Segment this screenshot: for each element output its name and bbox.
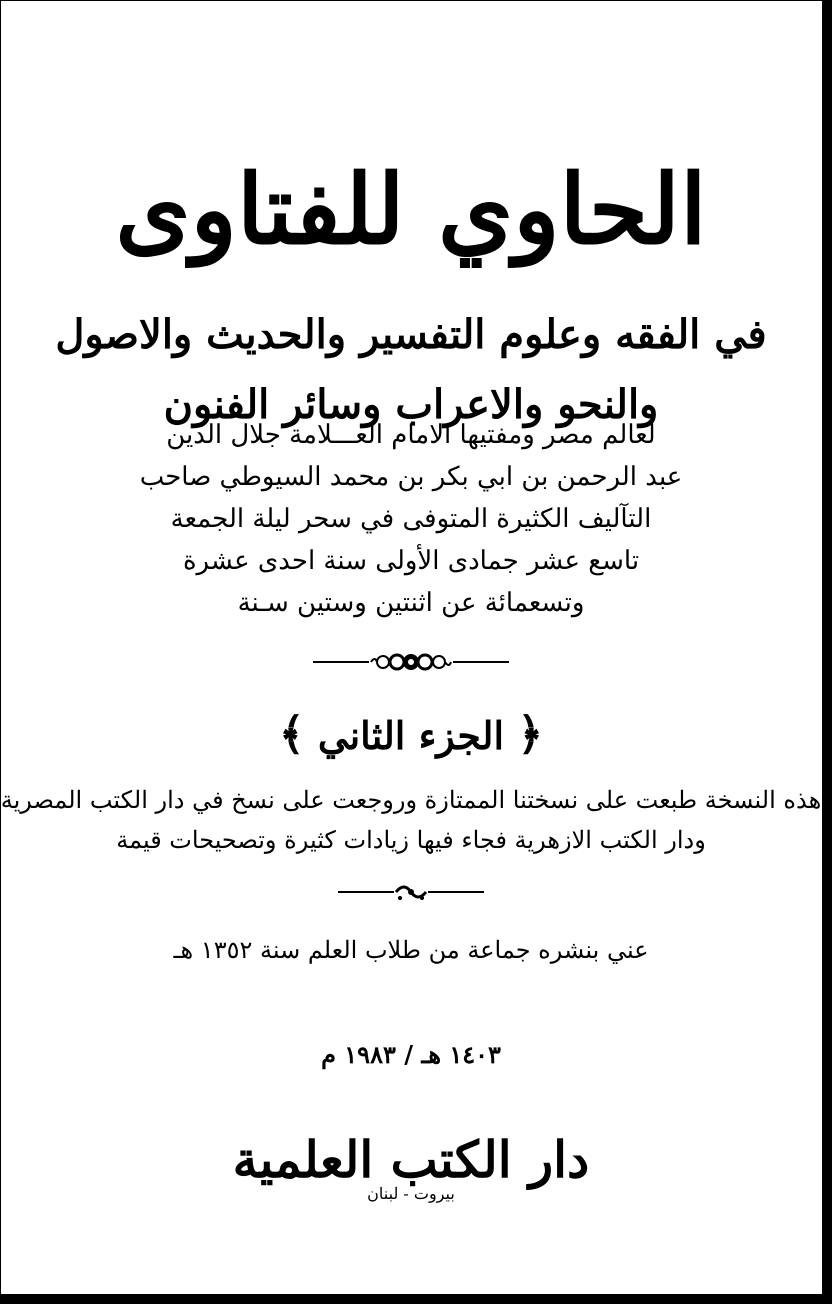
publisher-location: بيروت - لبنان: [367, 1184, 455, 1203]
publisher-name: دار الكتب العلمية: [232, 1130, 590, 1189]
book-subtitle: في الفقه وعلوم التفسير والحديث والاصول والنحو والاعراب وسائر الفنون: [55, 311, 767, 428]
author-line: التآليف الكثيرة المتوفى في سحر ليلة الجمعة: [170, 504, 652, 534]
edition-note-line: ودار الكتب الازهرية فجاء فيها زيادات كثيرة وتصحيحات قيمة: [116, 826, 706, 854]
edition-note-line: هذه النسخة طبعت على نسختنا الممتازة وروجعت على نسخ في دار الكتب المصرية: [0, 786, 822, 814]
ornament-divider: [0, 650, 822, 674]
author-line: تاسع عشر جمادى الأولى سنة احدى عشرة: [182, 546, 640, 576]
author-line: وتسعمائة عن اثنتين وستين سـنة: [237, 588, 585, 618]
volume-label: الجزء الثاني: [317, 713, 505, 758]
publication-note: عني بنشره جماعة من طلاب العلم سنة ١٣٥٢ هـ: [173, 936, 649, 964]
author-block: [0, 414, 822, 624]
ornament-flourish-icon: [336, 882, 486, 902]
volume-label-row: [0, 700, 822, 771]
book-title: الحاوي للفتاوى: [115, 153, 707, 266]
author-line: لعالم مصر ومفتيها الامام العـــلامة جلال الدين: [166, 420, 656, 450]
left-brace-icon: ﴿: [517, 709, 544, 760]
publication-date: ١٤٠٣ هـ / ١٩٨٣ م: [321, 1040, 501, 1069]
scan-edge-bottom: [0, 1294, 832, 1304]
small-ornament-divider: [0, 882, 822, 902]
ornament-scroll-icon: [311, 650, 511, 674]
author-line: عبد الرحمن بن ابي بكر بن محمد السيوطي صاحب: [139, 462, 683, 492]
scan-edge-right: [822, 0, 832, 1304]
right-brace-icon: ﴾: [278, 709, 305, 760]
edition-note: [0, 780, 822, 860]
